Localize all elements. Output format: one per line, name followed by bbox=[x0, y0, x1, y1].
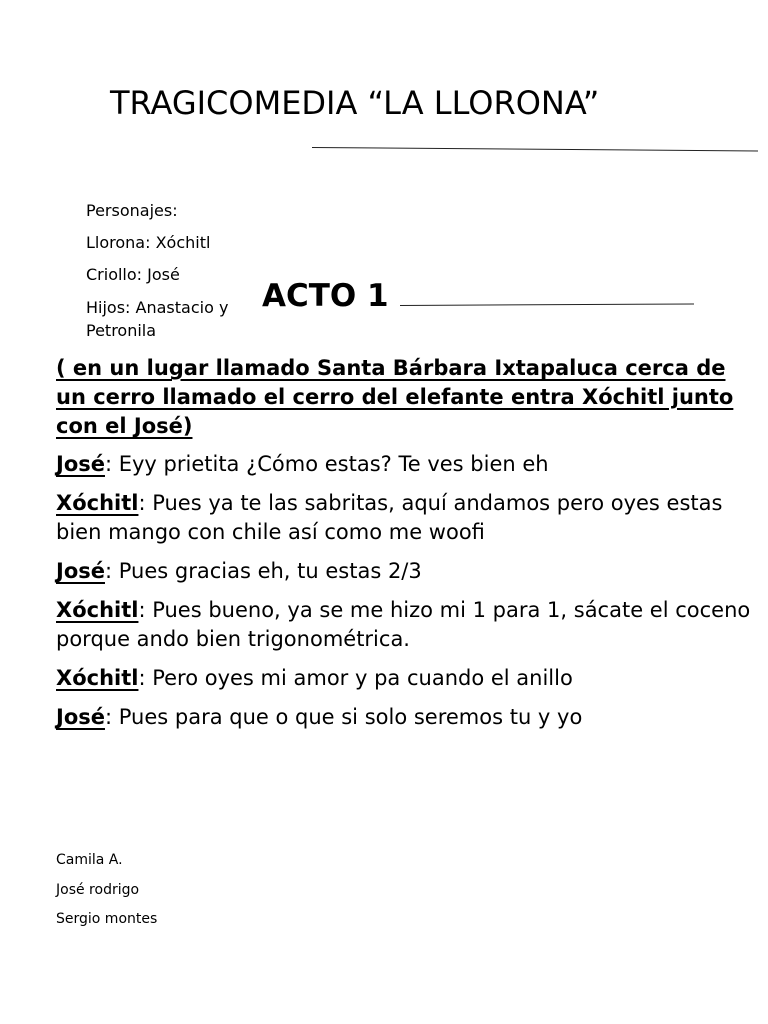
speaker-name: José bbox=[56, 559, 105, 583]
dialogue-line: : Eyy prietita ¿Cómo estas? Te ves bien eh bbox=[104, 452, 549, 476]
dialogue-turn bbox=[56, 596, 756, 654]
dialogue-turn bbox=[56, 703, 756, 732]
document-title: TRAGICOMEDIA “LA LLORONA” bbox=[110, 84, 600, 122]
dialogue-turn bbox=[56, 557, 756, 586]
dialogue-line: : Pues ya te las sabritas, aquí andamos pero oyes estas bien mango con chile así como me woofi bbox=[56, 491, 723, 544]
speaker-name: José bbox=[56, 705, 105, 729]
speaker-name: José bbox=[56, 452, 105, 476]
dialogue-turn bbox=[56, 664, 756, 693]
author-name: Camila A. bbox=[56, 852, 123, 868]
dialogue-line: : Pero oyes mi amor y pa cuando el anillo bbox=[138, 666, 573, 690]
title-underline-rule bbox=[312, 147, 758, 152]
speaker-name: Xóchitl bbox=[56, 491, 139, 515]
character-criollo: Criollo: José bbox=[86, 265, 180, 284]
speaker-name: Xóchitl bbox=[56, 598, 139, 622]
character-hijos-line2: Petronila bbox=[86, 321, 157, 340]
dialogue-line: : Pues bueno, ya se me hizo mi 1 para 1, sácate el coceno porque ando bien trigonométrica. bbox=[56, 598, 751, 651]
dialogue-turn bbox=[56, 489, 756, 547]
author-list bbox=[56, 850, 157, 939]
character-list bbox=[86, 200, 261, 342]
author-name: Sergio montes bbox=[56, 911, 158, 927]
dialogue-turn bbox=[56, 450, 756, 479]
dialogue-line: : Pues para que o que si solo seremos tu y yo bbox=[104, 705, 583, 729]
speaker-name: Xóchitl bbox=[56, 666, 139, 690]
dialogue-line: : Pues gracias eh, tu estas 2/3 bbox=[104, 559, 422, 583]
character-llorona: Llorona: Xóchitl bbox=[86, 233, 211, 252]
character-hijos-line1: Hijos: Anastacio y bbox=[86, 298, 229, 317]
act-heading: ACTO 1 bbox=[262, 278, 389, 314]
stage-direction: ( en un lugar llamado Santa Bárbara Ixtapaluca cerca de un cerro llamado el cerro del elefante entra Xóchitl junto con el José) bbox=[56, 356, 734, 438]
characters-heading: Personajes: bbox=[86, 201, 178, 220]
author-name: José rodrigo bbox=[56, 881, 140, 898]
dialogue-block bbox=[56, 450, 756, 742]
act-underline-rule bbox=[400, 303, 694, 306]
